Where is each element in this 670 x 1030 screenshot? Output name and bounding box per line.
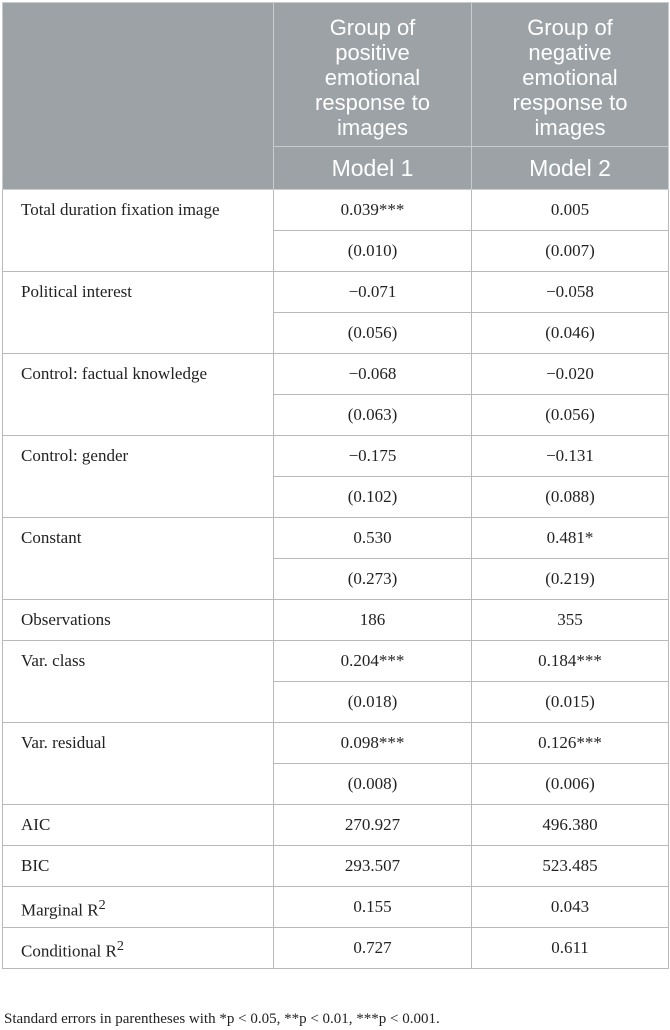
model-2-se: (0.007) [472,231,669,272]
header-model-1: Model 1 [274,147,472,190]
model-2-value: 0.043 [472,887,669,928]
header-row-groups [3,3,669,147]
model-1-coef: 0.530 [274,518,472,559]
model-1-value: 0.155 [274,887,472,928]
model-2-value: 355 [472,600,669,641]
table-row [3,436,669,477]
table-footnote: Standard errors in parentheses with *p < 0.05, **p < 0.01, ***p < 0.001. [4,1011,440,1027]
model-1-se: (0.008) [274,764,472,805]
table-row [3,887,669,928]
model-2-value: 523.485 [472,846,669,887]
model-2-coef: −0.020 [472,354,669,395]
regression-table [2,2,669,969]
row-label: Observations [3,600,274,641]
table-row [3,641,669,682]
table-row [3,190,669,231]
model-1-se: (0.063) [274,395,472,436]
model-2-se: (0.088) [472,477,669,518]
header-group-2: Group of negative emotional response to images [472,3,669,147]
model-1-se: (0.010) [274,231,472,272]
model-1-se: (0.018) [274,682,472,723]
row-label: Control: factual knowledge [3,354,274,436]
row-label: BIC [3,846,274,887]
row-label: Control: gender [3,436,274,518]
table-row [3,723,669,764]
model-1-value: 270.927 [274,805,472,846]
model-1-coef: −0.071 [274,272,472,313]
table-row [3,518,669,559]
model-1-coef: −0.175 [274,436,472,477]
model-2-coef: −0.131 [472,436,669,477]
table-row [3,600,669,641]
model-2-coef: −0.058 [472,272,669,313]
header-group-1: Group of positive emotional response to images [274,3,472,147]
model-1-se: (0.273) [274,559,472,600]
table-row [3,928,669,969]
table-row [3,354,669,395]
superscript: 2 [98,897,106,913]
row-label: Marginal R [21,900,99,920]
row-label: AIC [3,805,274,846]
table-row [3,846,669,887]
superscript: 2 [116,938,124,954]
row-label-cell [3,928,274,969]
model-1-value: 293.507 [274,846,472,887]
table-row [3,805,669,846]
row-label: Total duration fixation image [3,190,274,272]
row-label: Political interest [3,272,274,354]
model-2-value: 496.380 [472,805,669,846]
model-2-coef: 0.126*** [472,723,669,764]
model-2-se: (0.046) [472,313,669,354]
model-1-se: (0.056) [274,313,472,354]
model-2-coef: 0.481* [472,518,669,559]
model-2-coef: 0.184*** [472,641,669,682]
model-1-coef: 0.039*** [274,190,472,231]
model-2-coef: 0.005 [472,190,669,231]
row-label: Var. class [3,641,274,723]
header-blank-cell [3,3,274,190]
row-label: Var. residual [3,723,274,805]
model-2-se: (0.015) [472,682,669,723]
row-label: Conditional R [21,941,117,961]
model-2-se: (0.219) [472,559,669,600]
row-label: Constant [3,518,274,600]
model-1-value: 0.727 [274,928,472,969]
header-model-2: Model 2 [472,147,669,190]
row-label-cell [3,887,274,928]
model-1-value: 186 [274,600,472,641]
model-2-se: (0.056) [472,395,669,436]
model-1-coef: 0.204*** [274,641,472,682]
model-1-coef: −0.068 [274,354,472,395]
model-1-coef: 0.098*** [274,723,472,764]
model-1-se: (0.102) [274,477,472,518]
model-2-se: (0.006) [472,764,669,805]
model-2-value: 0.611 [472,928,669,969]
table-row [3,272,669,313]
